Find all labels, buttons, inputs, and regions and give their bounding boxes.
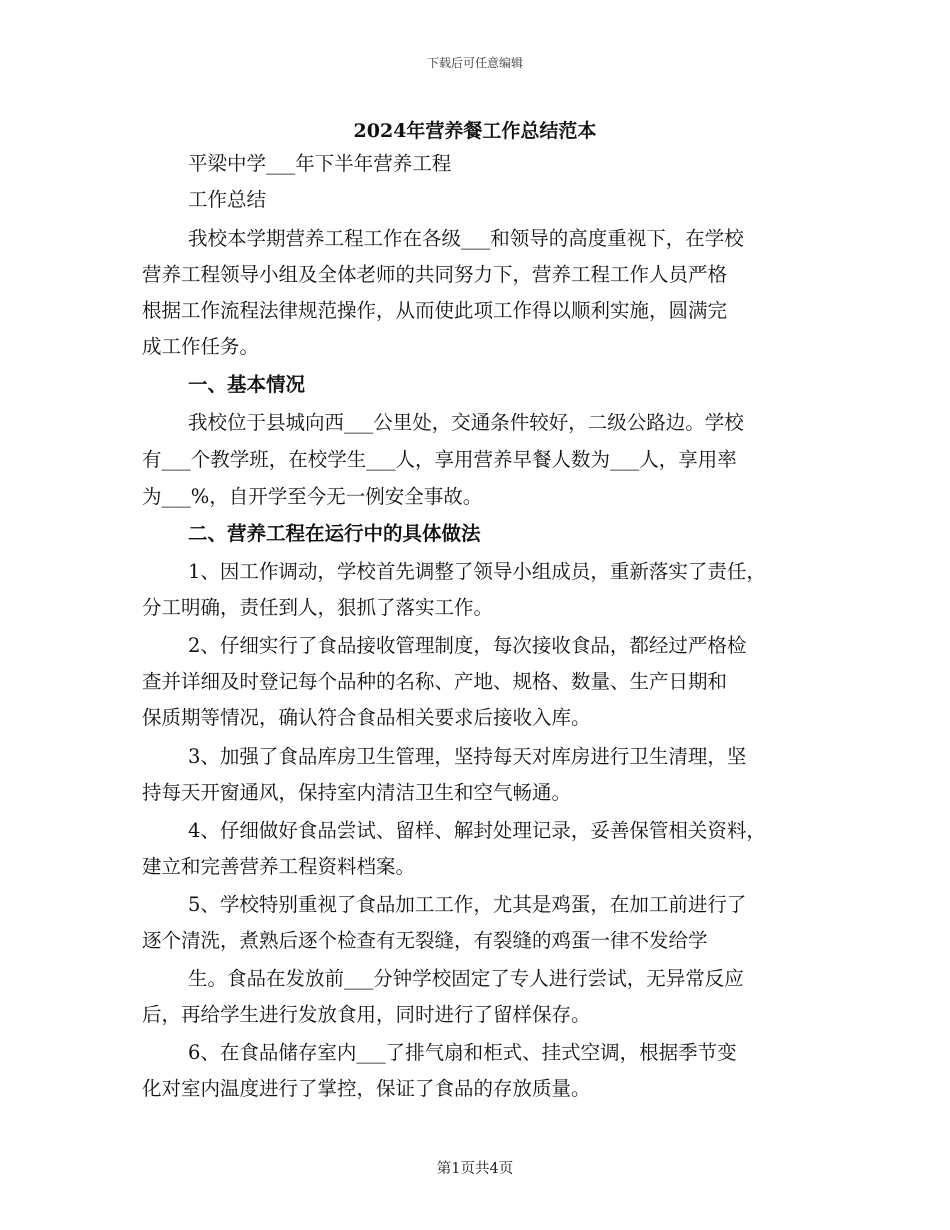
body-line: 逐个清洗，煮熟后逐个检查有无裂缝，有裂缝的鸡蛋一律不发给学 — [142, 929, 708, 952]
body-line: 6、在食品储存室内___了排气扇和柜式、挂式空调，根据季节变 — [188, 1041, 737, 1064]
body-line: 根据工作流程法律规范操作，从而使此项工作得以顺利实施，圆满完 — [142, 299, 728, 322]
document-title: 2024年营养餐工作总结范本 — [353, 120, 597, 142]
body-line: 3、加强了食品库房卫生管理，坚持每天对库房进行卫生清理，坚 — [188, 745, 747, 768]
page-footer: 第1页共4页 — [436, 1161, 514, 1177]
body-line: 有___个教学班，在校学生___人，享用营养早餐人数为___人，享用率 — [142, 448, 737, 471]
body-line: 5、学校特别重视了食品加工工作，尤其是鸡蛋，在加工前进行了 — [188, 893, 747, 916]
body-line: 我校位于县城向西___公里处，交通条件较好，二级公路边。学校 — [188, 411, 744, 434]
body-line: 分工明确，责任到人，狠抓了落实工作。 — [142, 596, 494, 619]
body-line: 后，再给学生进行发放食用，同时进行了留样保存。 — [142, 1003, 591, 1026]
body-line: 我校本学期营养工程工作在各级___和领导的高度重视下，在学校 — [188, 227, 744, 250]
body-line: 化对室内温度进行了掌控，保证了食品的存放质量。 — [142, 1077, 591, 1100]
body-line: 保质期等情况，确认符合食品相关要求后接收入库。 — [142, 706, 591, 729]
body-line: 建立和完善营养工程资料档案。 — [142, 855, 416, 878]
section-heading-practices: 二、营养工程在运行中的具体做法 — [188, 522, 481, 545]
body-line: 为___%，自开学至今无一例安全事故。 — [142, 485, 483, 508]
body-line: 2、仔细实行了食品接收管理制度，每次接收食品，都经过严格检 — [188, 634, 747, 657]
body-line: 持每天开窗通风，保持室内清洁卫生和空气畅通。 — [142, 781, 572, 804]
body-line: 营养工程领导小组及全体老师的共同努力下，营养工程工作人员严格 — [142, 263, 728, 286]
body-line: 1、因工作调动，学校首先调整了领导小组成员，重新落实了责任， — [188, 560, 766, 583]
page-header: 下载后可任意编辑 — [426, 56, 523, 70]
body-line: 成工作任务。 — [142, 335, 260, 358]
body-line: 4、仔细做好食品尝试、留样、解封处理记录，妥善保管相关资料， — [188, 819, 766, 842]
section-heading-basic-info: 一、基本情况 — [188, 373, 306, 396]
body-line: 平梁中学___年下半年营养工程 — [188, 152, 452, 175]
body-line: 工作总结 — [188, 188, 267, 211]
body-line: 查并详细及时登记每个品种的名称、产地、规格、数量、生产日期和 — [142, 670, 728, 693]
body-line: 生。食品在发放前___分钟学校固定了专人进行尝试，无异常反应 — [188, 967, 744, 990]
